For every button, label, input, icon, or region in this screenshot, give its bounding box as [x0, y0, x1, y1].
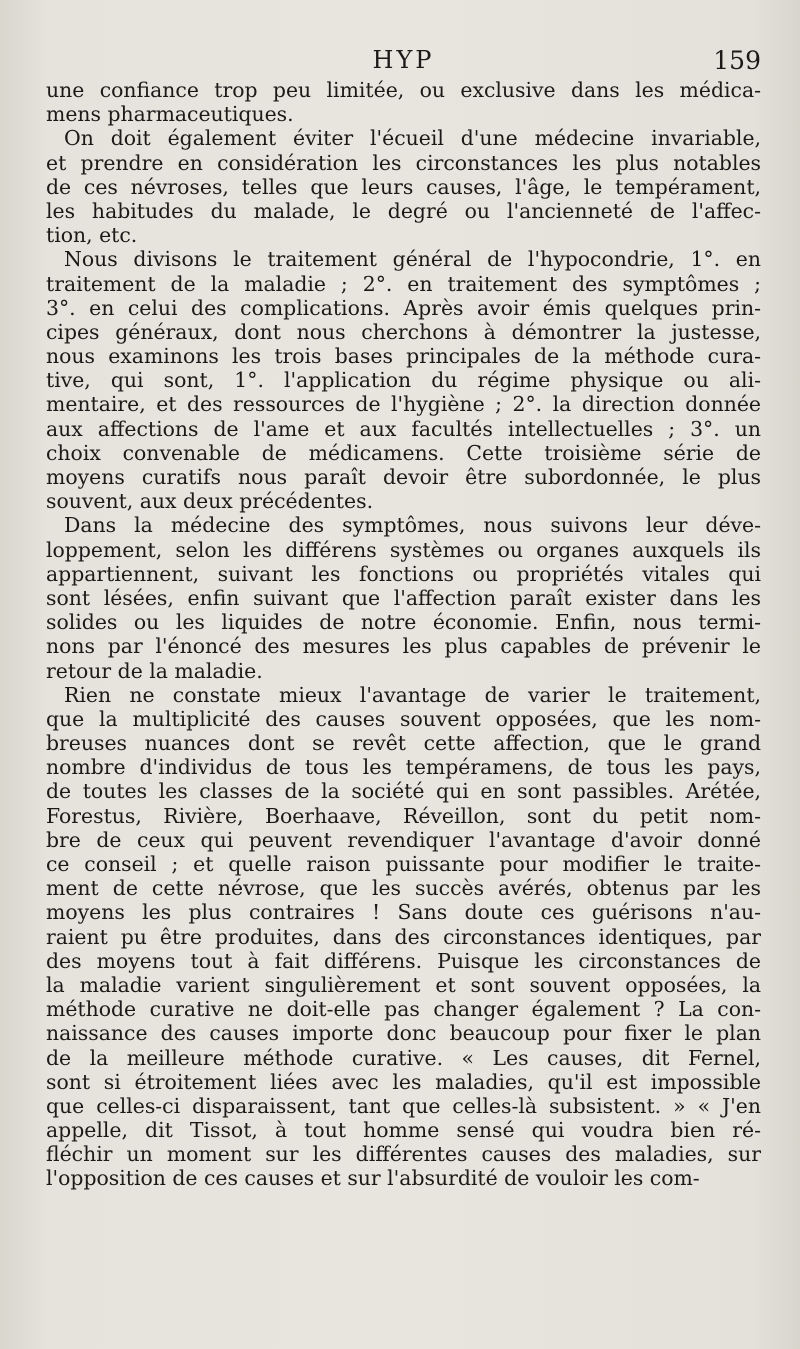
text-line: de la meilleure méthode curative. « Les causes, dit Fernel, [46, 1045, 761, 1070]
text-line: moyens les plus contraires ! Sans doute ces guérisons n'au- [46, 900, 761, 925]
paragraph [46, 247, 761, 513]
text-line: que celles-ci disparaissent, tant que celles-là subsistent. » « J'en [46, 1093, 761, 1118]
text-line: nous examinons les trois bases principales de la méthode cura- [46, 344, 761, 369]
text-line: appelle, dit Tissot, à tout homme sensé qui voudra bien ré- [46, 1118, 761, 1143]
paragraph [46, 683, 761, 1191]
text-line: de toutes les classes de la société qui en sont passibles. Arétée, [46, 779, 761, 804]
text-line: Rien ne constate mieux l'avantage de varier le traitement, [64, 682, 761, 707]
text-line: raient pu être produites, dans des circonstances identiques, par [46, 924, 761, 949]
text-line: mens pharmaceutiques. [46, 102, 294, 127]
text-line: moyens curatifs nous paraît devoir être subordonnée, le plus [46, 465, 761, 489]
text-line: de ces névroses, telles que leurs causes, l'âge, le tempérament, [46, 174, 761, 199]
text-line: méthode curative ne doit-elle pas changer également ? La con- [46, 997, 761, 1022]
text-line: nombre d'individus de tous les tempéramens, de tous les pays, [46, 755, 761, 780]
text-line: les habitudes du malade, le degré ou l'ancienneté de l'affec- [46, 198, 761, 223]
text-line: Dans la médecine des symptômes, nous suivons leur déve- [64, 513, 761, 538]
text-line: Forestus, Rivière, Boerhaave, Réveillon, sont du petit nom- [46, 803, 761, 828]
text-line: traitement de la maladie ; 2°. en traitement des symptômes ; [46, 271, 761, 296]
text-line: nons par l'énoncé des mesures les plus capables de prévenir le [46, 634, 761, 659]
text-line: aux affections de l'ame et aux facultés intellectuelles ; 3°. un [46, 416, 761, 441]
text-line: loppement, selon les différens systèmes ou organes auxquels ils [46, 537, 761, 562]
text-line: sont lésées, enfin suivant que l'affection paraît exister dans les [46, 585, 761, 610]
text-line: sont si étroitement liées avec les maladies, qu'il est impossible [46, 1069, 761, 1094]
text-line: que la multiplicité des causes souvent opposées, que les nom- [46, 706, 761, 731]
text-line: et prendre en considération les circonstances les plus notables [46, 150, 761, 175]
text-line: la maladie varient singulièrement et sont souvent opposées, la [46, 972, 761, 997]
page-number: 159 [713, 46, 761, 75]
text-line: l'opposition de ces causes et sur l'absurdité de vouloir les com- [46, 1166, 700, 1191]
text-line: mentaire, et des ressources de l'hygiène ; 2°. la direction donnée [46, 392, 761, 417]
text-line: retour de la maladie. [46, 658, 263, 683]
body-text [46, 78, 761, 1191]
page-header [46, 46, 761, 82]
running-head: HYP [372, 46, 435, 74]
text-line: tive, qui sont, 1°. l'application du régime physique ou ali- [46, 368, 761, 393]
paragraph [46, 126, 761, 247]
text-line: ment de cette névrose, que les succès avérés, obtenus par les [46, 876, 761, 901]
paragraph [46, 78, 761, 126]
text-line: appartiennent, suivant les fonctions ou propriétés vitales qui [46, 561, 761, 586]
text-line: souvent, aux deux précédentes. [46, 489, 374, 514]
text-line: On doit également éviter l'écueil d'une médecine invariable, [64, 126, 761, 151]
text-line: fléchir un moment sur les différentes causes des maladies, sur [46, 1142, 761, 1167]
text-line: bre de ceux qui peuvent revendiquer l'avantage d'avoir donné [46, 827, 761, 852]
text-line: solides ou les liquides de notre économie. Enfin, nous termi- [46, 610, 761, 635]
text-line: cipes généraux, dont nous cherchons à démontrer la justesse, [46, 319, 761, 344]
text-line: ce conseil ; et quelle raison puissante pour modifier le traite- [46, 852, 761, 876]
text-line: choix convenable de médicamens. Cette troisième série de [46, 440, 761, 465]
text-line: tion, etc. [46, 223, 138, 248]
text-line: des moyens tout à fait différens. Puisque les circonstances de [46, 948, 761, 973]
paragraph [46, 513, 761, 682]
text-line: breuses nuances dont se revêt cette affection, que le grand [46, 731, 761, 756]
text-line: 3°. en celui des complications. Après avoir émis quelques prin- [46, 295, 761, 320]
text-line: Nous divisons le traitement général de l'hypocondrie, 1°. en [64, 247, 761, 272]
text-line: naissance des causes importe donc beaucoup pour fixer le plan [46, 1021, 761, 1046]
text-line: une confiance trop peu limitée, ou exclusive dans les médica- [46, 78, 761, 102]
